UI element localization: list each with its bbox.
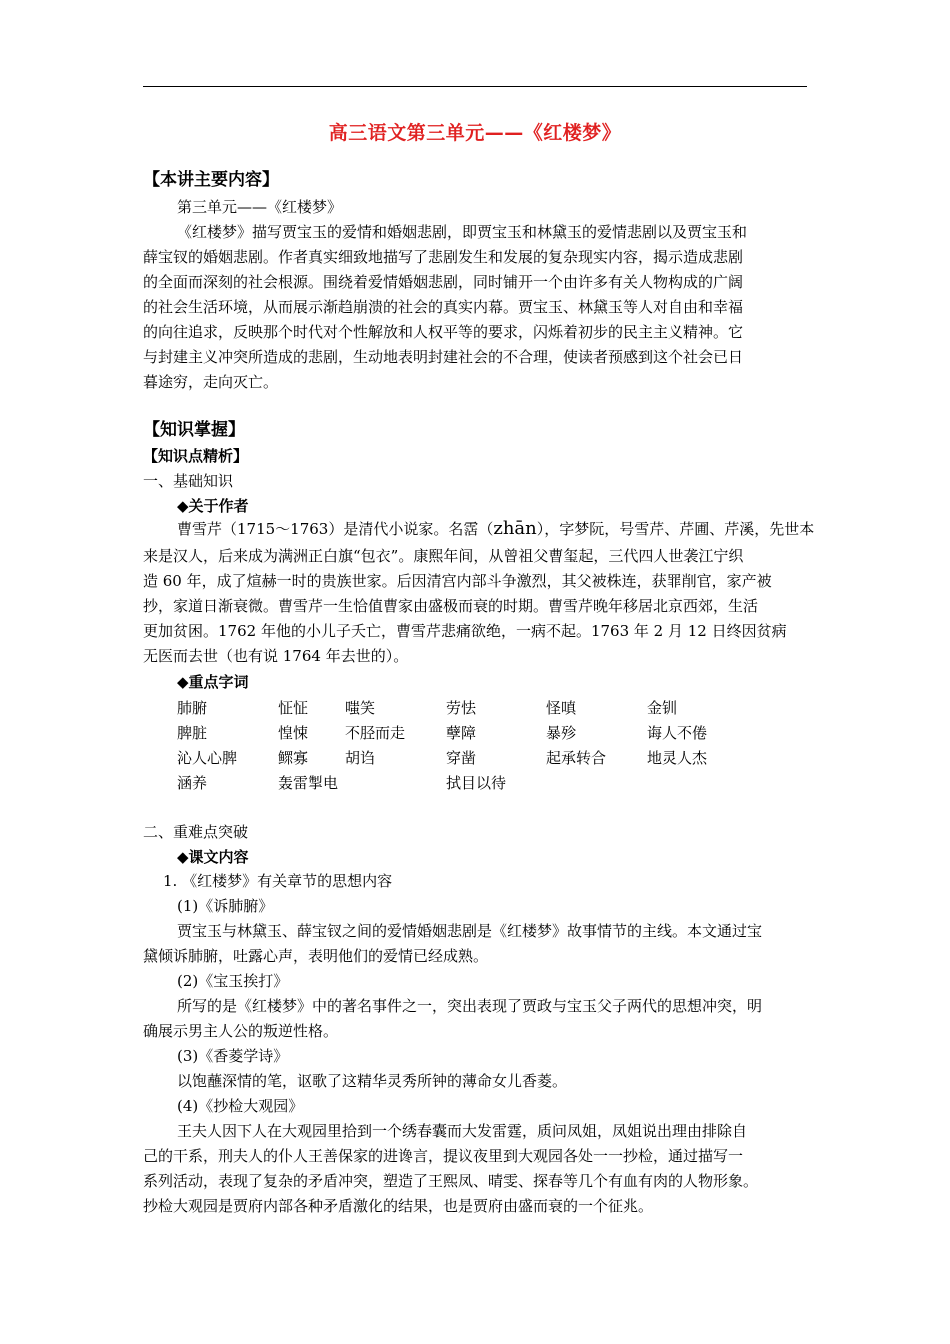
author-line-first [177, 519, 847, 539]
author-line: 更加贫困。1762 年他的小儿子夭亡，曹雪芹悲痛欲绝，一病不起。1763 年 2 月 12 日终因贫病 [143, 622, 787, 640]
vocab-row [177, 747, 777, 767]
sub1-heading: (1)《诉肺腑》 [177, 897, 274, 915]
vocab-row [177, 697, 777, 717]
unit-line: 第三单元——《红楼梦》 [177, 198, 343, 216]
vocab-row [177, 772, 777, 792]
vocab-word: 不胫而走 [345, 724, 406, 742]
vocab-word: 胡诌 [345, 749, 376, 767]
vocab-word: 沁人心脾 [177, 749, 238, 767]
sub4-line: 己的干系，刑夫人的仆人王善保家的进谗言，提议夜里到大观园各处一一抄检，通过描写一 [143, 1147, 744, 1165]
sub1-line: 贾宝玉与林黛玉、薛宝钗之间的爱情婚姻悲剧是《红楼梦》故事情节的主线。本文通过宝 [177, 922, 763, 940]
sub3-heading: (3)《香菱学诗》 [177, 1047, 289, 1065]
vocab-row [177, 722, 777, 742]
vocab-word: 肺腑 [177, 699, 208, 717]
part1-heading: 一、基础知识 [143, 472, 234, 490]
analysis-heading: 【知识点精析】 [143, 447, 249, 465]
author-line: 无医而去世（也有说 1764 年去世的）。 [143, 647, 409, 665]
vocab-word: 穿凿 [446, 749, 477, 767]
intro-line: 的社会生活环境，从而展示渐趋崩溃的社会的真实内幕。贾宝玉、林黛玉等人对自由和幸福 [143, 298, 744, 316]
sub2-heading: (2)《宝玉挨打》 [177, 972, 289, 990]
author-line: 抄，家道日渐衰微。曹雪芹一生恰值曹家由盛极而衰的时期。曹雪芹晚年移居北京西郊，生活 [143, 597, 759, 615]
item1-heading: 1. 《红楼梦》有关章节的思想内容 [163, 872, 393, 890]
vocab-word: 拭目以待 [446, 774, 507, 792]
vocab-word: 劳怯 [446, 699, 477, 717]
vocab-word: 怪嗔 [546, 699, 577, 717]
vocab-word: 轰雷掣电 [278, 774, 339, 792]
vocab-word: 孽障 [446, 724, 477, 742]
sub2-line: 所写的是《红楼梦》中的著名事件之一，突出表现了贾政与宝玉父子两代的思想冲突，明 [177, 997, 763, 1015]
intro-line: 的向往追求，反映那个时代对个性解放和人权平等的要求，闪烁着初步的民主主义精神。它 [143, 323, 744, 341]
intro-line: 《红楼梦》描写贾宝玉的爱情和婚姻悲剧，即贾宝玉和林黛玉的爱情悲剧以及贾宝玉和 [177, 223, 748, 241]
vocab-word: 惶悚 [278, 724, 309, 742]
main-content-heading: 【本讲主要内容】 [143, 170, 279, 190]
sub4-line: 抄检大观园是贾府内部各种矛盾激化的结果，也是贾府由盛而衰的一个征兆。 [143, 1197, 654, 1215]
vocab-word: 诲人不倦 [647, 724, 708, 742]
sub3-line: 以饱蘸深情的笔，讴歌了这精华灵秀所钟的薄命女儿香菱。 [177, 1072, 568, 1090]
header-rule [143, 86, 807, 87]
page-title: 高三语文第三单元——《红楼梦》 [328, 122, 622, 144]
vocab-word: 暴殄 [546, 724, 577, 742]
knowledge-heading: 【知识掌握】 [143, 420, 245, 440]
text-content-heading: ◆课文内容 [177, 848, 249, 866]
vocab-word: 嗤笑 [345, 699, 376, 717]
vocab-word: 起承转合 [546, 749, 607, 767]
sub4-line: 王夫人因下人在大观园里拾到一个绣春囊而大发雷霆，质问凤姐，凤姐说出理由排除自 [177, 1122, 748, 1140]
sub2-line: 确展示男主人公的叛逆性格。 [143, 1022, 339, 1040]
intro-line: 薛宝钗的婚姻悲剧。作者真实细致地描写了悲剧发生和发展的复杂现实内容，揭示造成悲剧 [143, 248, 744, 266]
author-pinyin: zhān [493, 518, 537, 539]
vocab-word: 金钏 [647, 699, 678, 717]
vocab-word: 脾脏 [177, 724, 208, 742]
vocab-word: 怔怔 [278, 699, 309, 717]
intro-line: 的全面而深刻的社会根源。围绕着爱情婚姻悲剧，同时铺开一个由许多有关人物构成的广阔 [143, 273, 744, 291]
author-line: 造 60 年，成了煊赫一时的贵族世家。后因清宫内部斗争激烈，其父被株连，获罪削官，家产被 [143, 572, 772, 590]
part2-heading: 二、重难点突破 [143, 823, 249, 841]
vocab-word: 鳏寡 [278, 749, 309, 767]
author-text-a: 曹雪芹（1715～1763）是清代小说家。名霑（ [177, 520, 494, 538]
author-text-b: ），字梦阮，号雪芹、芹圃、芹溪，先世本 [536, 520, 815, 538]
intro-line: 暮途穷，走向灭亡。 [143, 373, 279, 391]
sub4-line: 系列活动，表现了复杂的矛盾冲突，塑造了王熙凤、晴雯、探春等几个有血有肉的人物形象。 [143, 1172, 759, 1190]
sub4-heading: (4)《抄检大观园》 [177, 1097, 304, 1115]
sub1-line: 黛倾诉肺腑，吐露心声，表明他们的爱情已经成熟。 [143, 947, 489, 965]
vocab-heading: ◆重点字词 [177, 673, 249, 691]
intro-line: 与封建主义冲突所造成的悲剧，生动地表明封建社会的不合理，使读者预感到这个社会已日 [143, 348, 744, 366]
vocab-word: 涵养 [177, 774, 208, 792]
author-line: 来是汉人，后来成为满洲正白旗“包衣”。康熙年间，从曾祖父曹玺起，三代四人世袭江宁织 [143, 547, 744, 565]
vocab-word: 地灵人杰 [647, 749, 708, 767]
author-heading: ◆关于作者 [177, 497, 249, 515]
